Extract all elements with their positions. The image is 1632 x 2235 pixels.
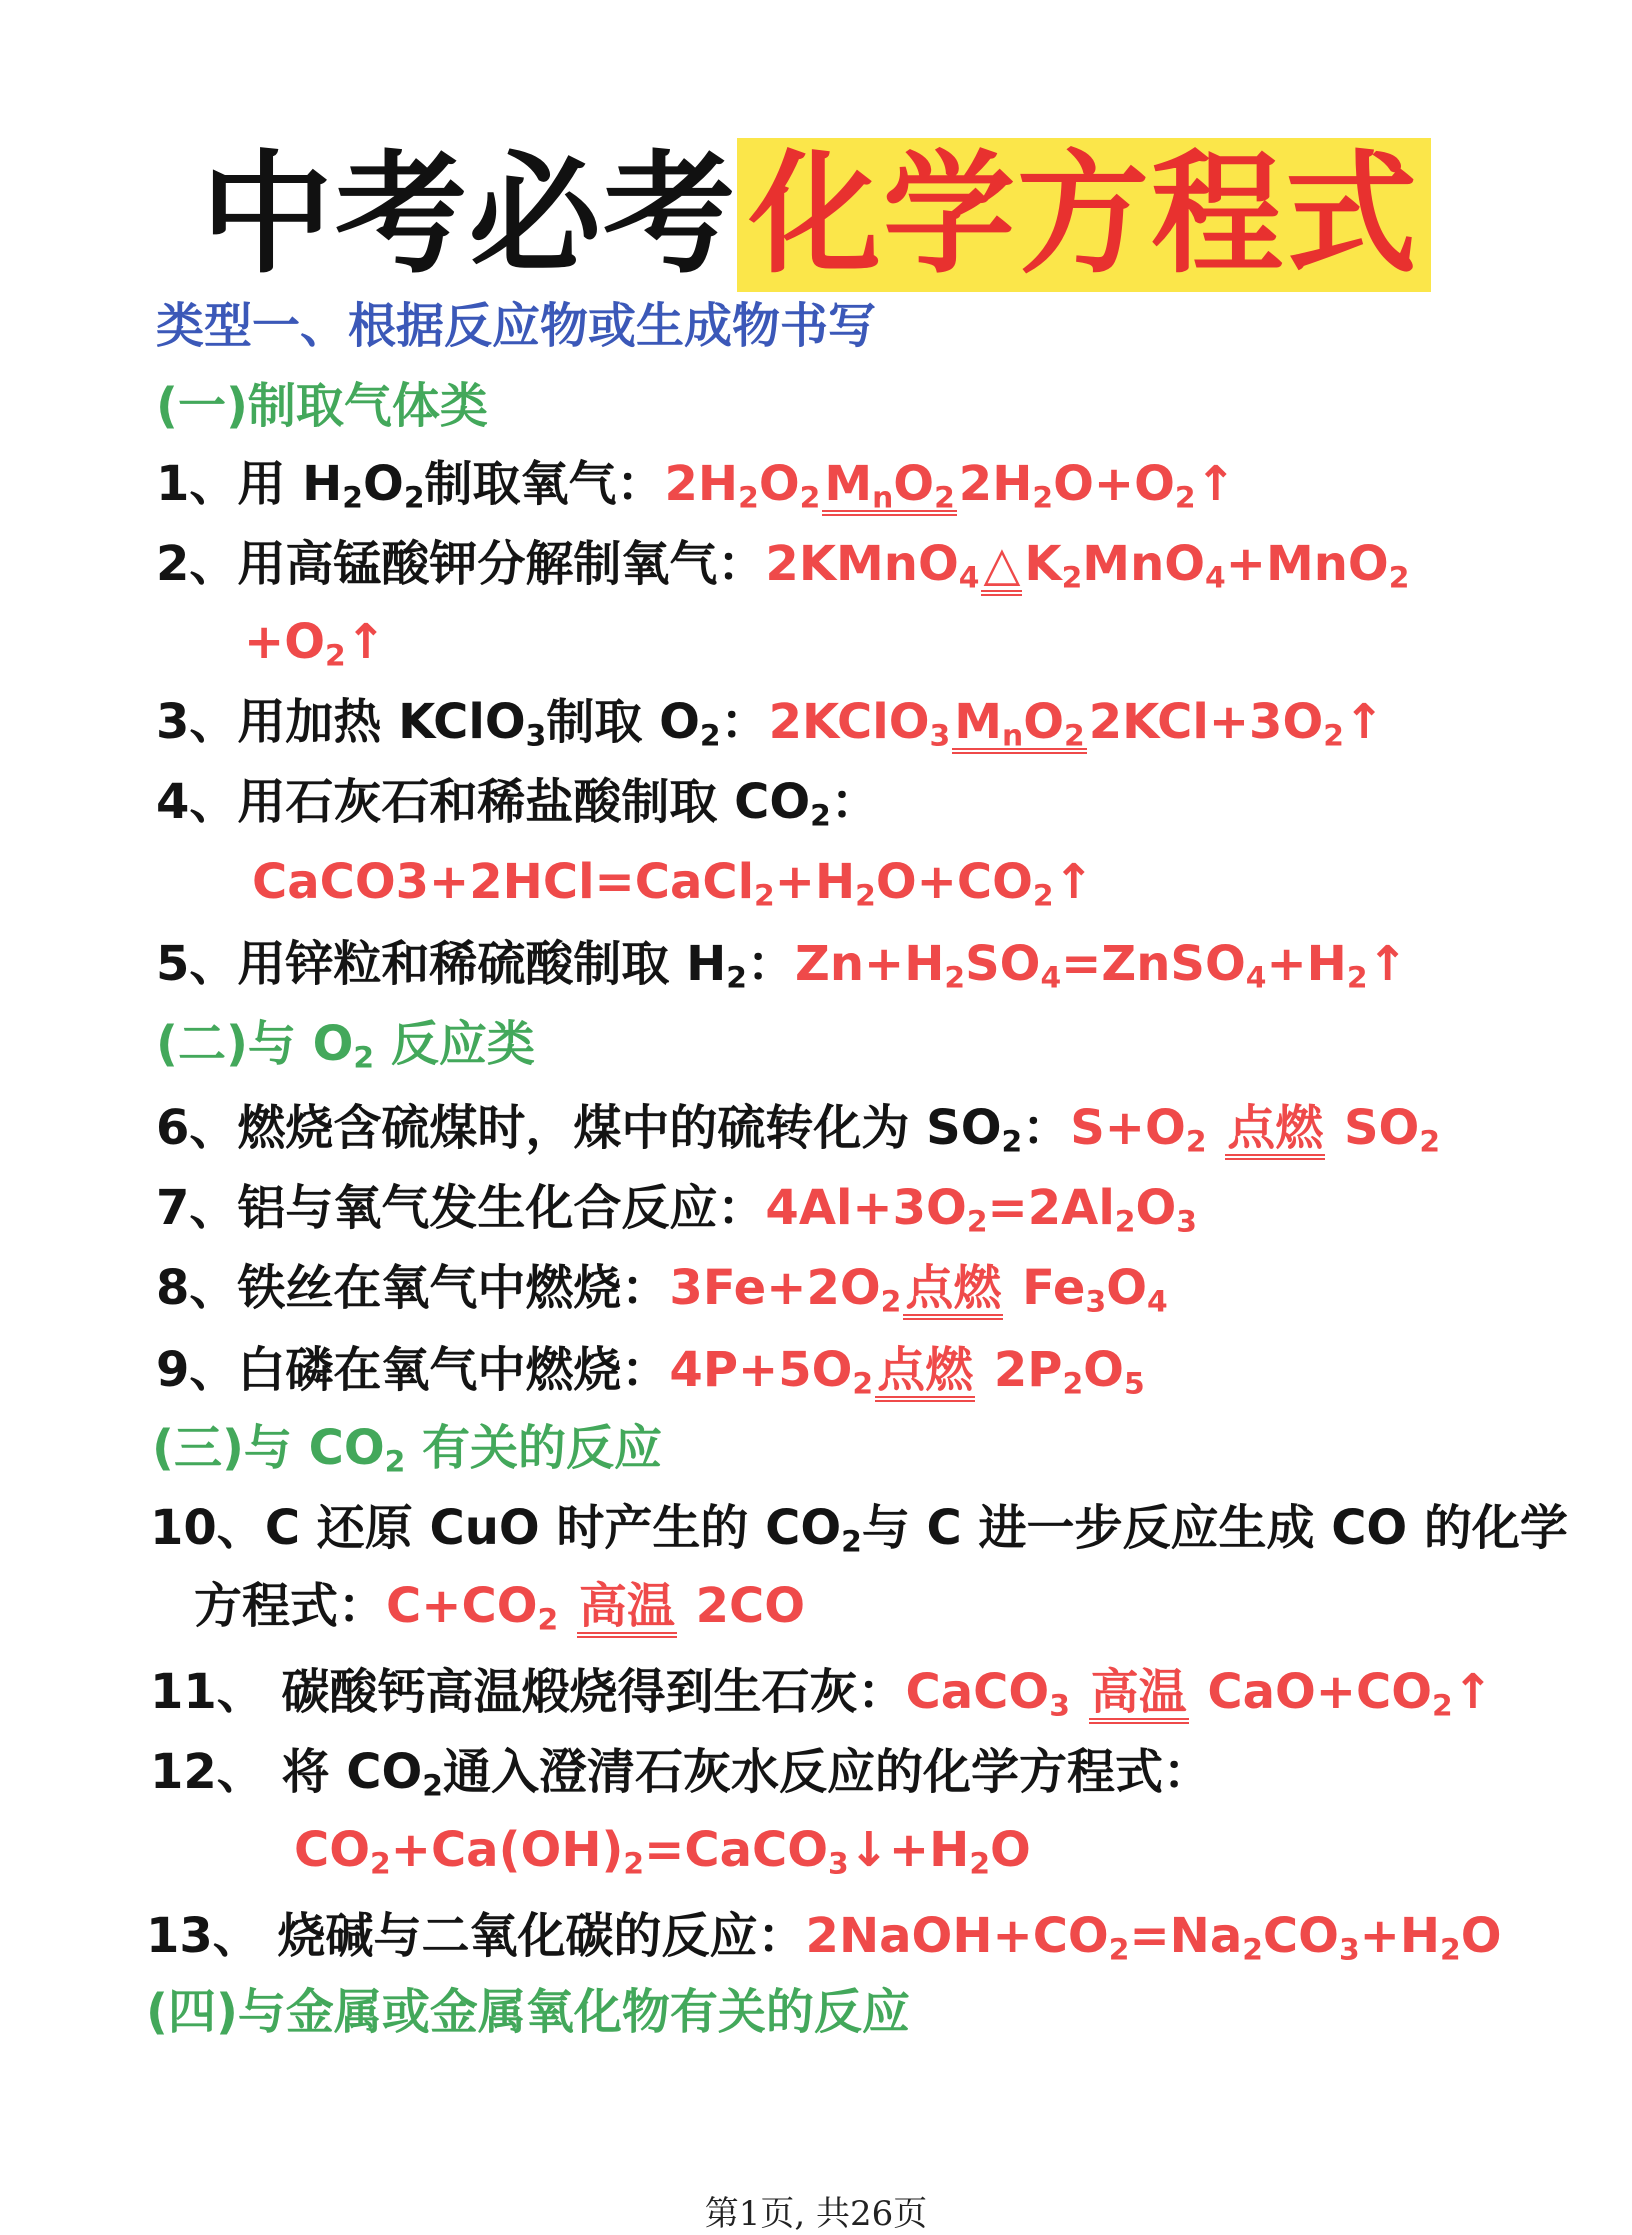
page-title bbox=[0, 140, 1632, 290]
section-4-heading: (四)与金属或金属氧化物有关的反应 bbox=[146, 1984, 910, 2040]
condition-ignite: 点燃 bbox=[875, 1344, 975, 1402]
condition-catalyst: $M_nO_2$ bbox=[954, 694, 1085, 754]
equation-4: $CaCO3+2HCl=CaCl_2+H_2O+CO_2↑$ bbox=[252, 854, 1094, 914]
question-12: 12、 将 $CO_2$通入澄清石灰水反应的化学方程式： bbox=[150, 1744, 1211, 1804]
question-4: 4、用石灰石和稀盐酸制取 $CO_2$： bbox=[156, 774, 879, 834]
question-6: 6、燃烧含硫煤时，煤中的硫转化为 $SO_2$：$S+O_2$ 点燃 $SO_2$ bbox=[156, 1100, 1441, 1160]
condition-high-temp: 高温 bbox=[1089, 1666, 1189, 1724]
question-10: 10、C 还原 CuO 时产生的 $CO_2$与 C 进一步反应生成 CO 的化学 bbox=[150, 1500, 1568, 1560]
title-black: 中考必考 bbox=[201, 138, 737, 292]
equation-1: $2H_2O_2M_nO_22H_2O+O_2↑$ bbox=[664, 456, 1236, 516]
page-footer: 第1页, 共26页 bbox=[704, 2194, 928, 2234]
question-7: 7、铝与氧气发生化合反应：$4Al+3O_2=2Al_2O_3$ bbox=[156, 1180, 1197, 1240]
equation-2-cont: $+O_2↑$ bbox=[244, 614, 386, 674]
question-8: 8、铁丝在氧气中燃烧：$3Fe+2O_2$点燃 $Fe_3O_4$ bbox=[156, 1260, 1168, 1320]
equation-3: $2KClO_3M_nO_22KCl+3O_2↑$ bbox=[768, 694, 1385, 754]
equation-12: $CO_2+Ca(OH)_2=CaCO_3↓+H_2O$ bbox=[294, 1822, 1031, 1882]
equation-11: CaCO$_3$ 高温 $CaO+CO_2↑$ bbox=[905, 1664, 1493, 1724]
question-13: 13、 烧碱与二氧化碳的反应：$2NaOH+CO_2=Na_2CO_3+H_2O$ bbox=[146, 1908, 1502, 1968]
equation-9: $4P+5O_2$点燃 $2P_2O_5$ bbox=[669, 1342, 1145, 1402]
question-10-cont: 方程式：$C+CO_2$ 高温 2CO bbox=[194, 1578, 806, 1638]
equation-13: $2NaOH+CO_2=Na_2CO_3+H_2O$ bbox=[805, 1908, 1502, 1968]
section-2-heading: (二)与 $O_2$ 反应类 bbox=[156, 1016, 535, 1076]
question-9: 9、白磷在氧气中燃烧：$4P+5O_2$点燃 $2P_2O_5$ bbox=[156, 1342, 1145, 1402]
condition-catalyst: $M_nO_2$ bbox=[824, 456, 955, 516]
equation-10: $C+CO_2$ 高温 2CO bbox=[386, 1578, 806, 1638]
equation-8: $3Fe+2O_2$点燃 $Fe_3O_4$ bbox=[669, 1260, 1168, 1320]
condition-ignite: 点燃 bbox=[903, 1262, 1003, 1320]
condition-heat: △ bbox=[981, 538, 1022, 596]
section-3-heading: (三)与 $CO_2$ 有关的反应 bbox=[152, 1420, 663, 1480]
question-2: 2、用高锰酸钾分解制氧气：$2KMnO_4\triangle K_2MnO_4+MnO_2$ bbox=[156, 536, 1410, 596]
condition-ignite: 点燃 bbox=[1225, 1102, 1325, 1160]
question-11: 11、 碳酸钙高温煅烧得到生石灰：CaCO$_3$ 高温 $CaO+CO_2↑$ bbox=[150, 1664, 1493, 1724]
equation-2: $2KMnO_4\triangle K_2MnO_4+MnO_2$ bbox=[765, 536, 1410, 596]
type1-heading: 类型一、根据反应物或生成物书写 bbox=[156, 298, 877, 354]
title-highlight: 化学方程式 bbox=[737, 138, 1431, 292]
question-3: 3、用加热 KClO$_3$制取 $O_2$：$2KClO_3M_nO_22KCl+3O_2↑$ bbox=[156, 694, 1385, 754]
condition-high-temp: 高温 bbox=[577, 1580, 677, 1638]
section-1-heading: (一)制取气体类 bbox=[156, 378, 488, 434]
question-1: 1、用 $H_2O_2$制取氧气：$2H_2O_2M_nO_22H_2O+O_2↑$ bbox=[156, 456, 1236, 516]
equation-6: $S+O_2$ 点燃 $SO_2$ bbox=[1070, 1100, 1441, 1160]
question-5: 5、用锌粒和稀硫酸制取 $H_2$：$Zn+H_2SO_4=ZnSO_4+H_2↑$ bbox=[156, 936, 1408, 996]
equation-7: $4Al+3O_2=2Al_2O_3$ bbox=[765, 1180, 1197, 1240]
equation-5: $Zn+H_2SO_4=ZnSO_4+H_2↑$ bbox=[795, 936, 1408, 996]
